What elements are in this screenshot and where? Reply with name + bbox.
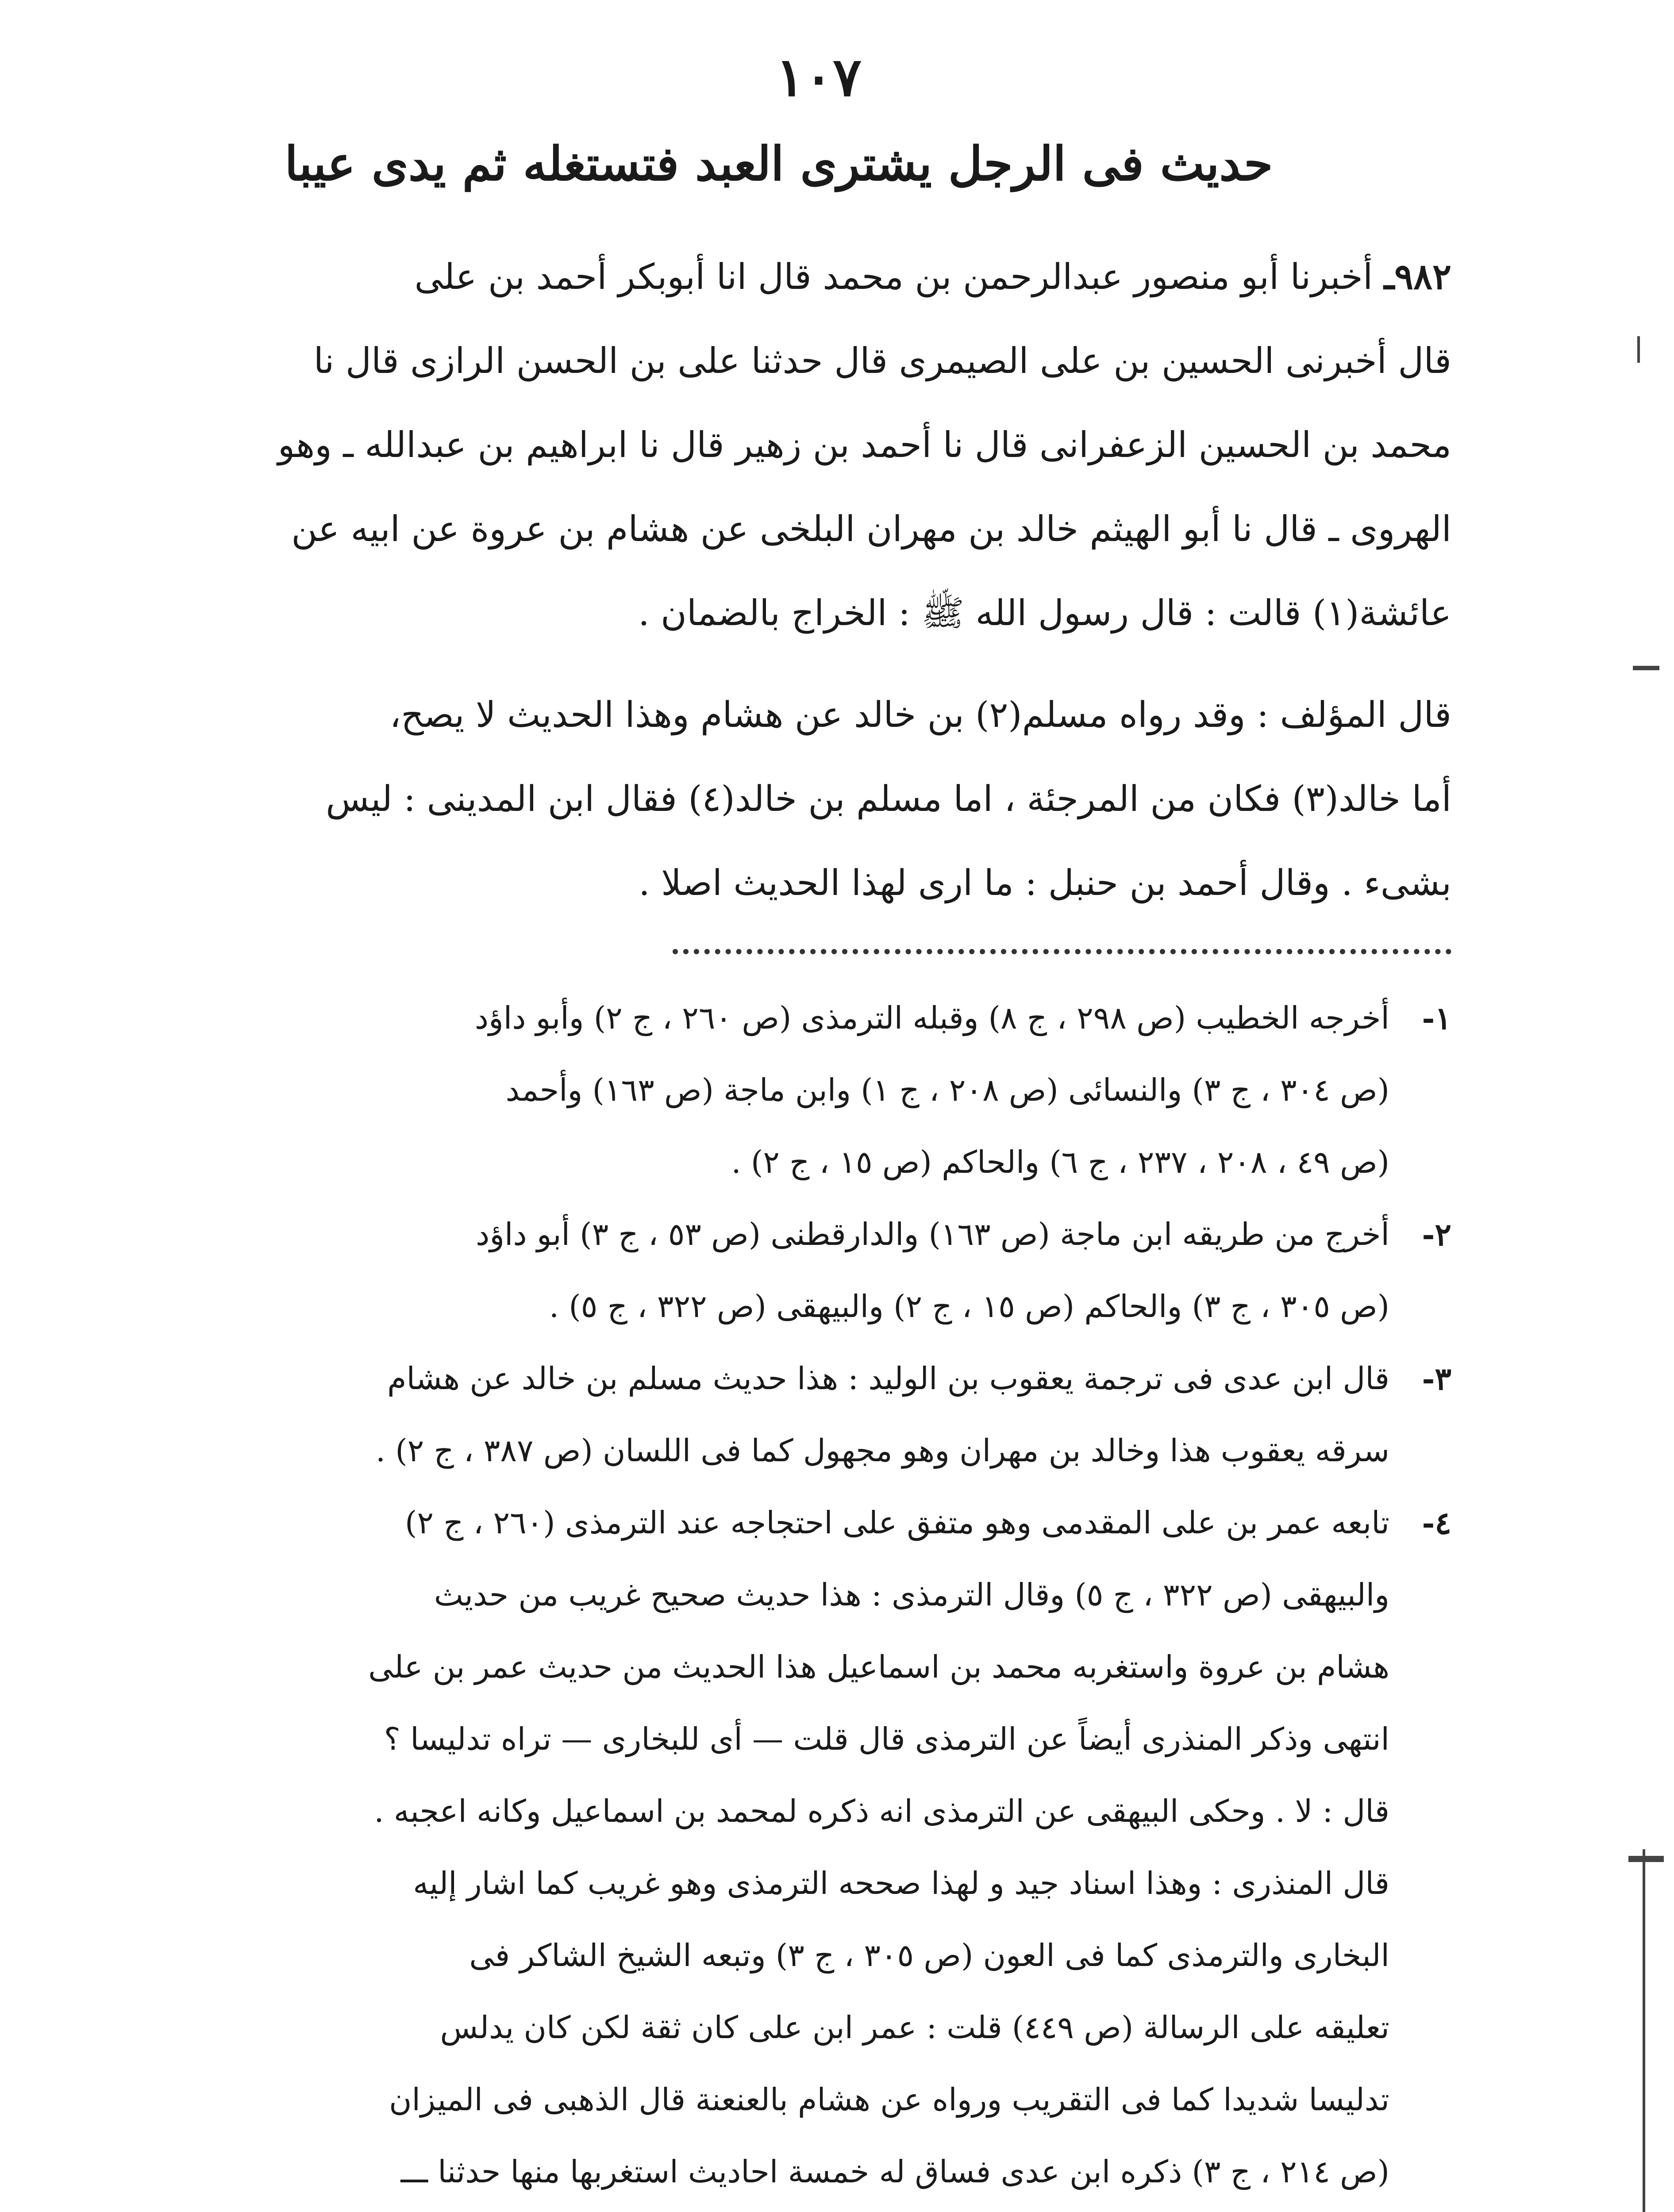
footnote-line: أخرج من طريقه ابن ماجة (ص ١٦٣) والدارقطنى (ص ٥٣ ، ج ٣) أبو داؤد (476, 1216, 1389, 1252)
footnote-line: قال المنذرى : وهذا اسناد جيد و لهذا صححه الترمذى وهو غريب كما اشار إليه (413, 1865, 1389, 1901)
footnote-separator (673, 949, 1451, 954)
footnote-line: هشام بن عروة واستغربه محمد بن اسماعيل هذا الحديث من حديث عمر بن على (368, 1649, 1389, 1685)
author-note-line: بشىء . وقال أحمد بن حنبل : ما ارى لهذا الحديث اصلا . (639, 862, 1451, 903)
scan-margin-tick (1628, 1856, 1664, 1862)
footnote-line: والبيهقى (ص ٣٢٢ ، ج ٥) وقال الترمذى : هذا حديث صحيح غريب من حديث (434, 1577, 1389, 1613)
hadith-line: ٩٨٢ـ أخبرنا أبو منصور عبدالرحمن بن محمد قال انا أبوبكر أحمد بن على (414, 256, 1451, 297)
footnote-line: تدليسا شديدا كما فى التقريب ورواه عن هشام بالعنعنة قال الذهبى فى الميزان (389, 2081, 1389, 2118)
scan-margin-tick (1637, 336, 1640, 363)
footnote-line: انتهى وذكر المنذرى أيضاً عن الترمذى قال قلت — أى للبخارى — تراه تدليسا ؟ (384, 1721, 1389, 1757)
footnote-line: (ص ٤٩ ، ٢٠٨ ، ٢٣٧ ، ج ٦) والحاكم (ص ١٥ ، ج ٢) . (731, 1144, 1389, 1180)
footnote-line: أخرجه الخطيب (ص ٢٩٨ ، ج ٨) وقبله الترمذى (ص ٢٦٠ ، ج ٢) وأبو داؤد (474, 1000, 1389, 1036)
scan-margin-rule (1643, 1849, 1645, 2212)
footnote-marker: ٣- (1422, 1360, 1451, 1397)
page-number: ١٠٧ (776, 46, 862, 108)
hadith-line: محمد بن الحسين الزعفرانى قال نا أحمد بن زهير قال نا ابراهيم بن عبدالله ـ وهو (277, 424, 1451, 465)
footnote-marker: ١- (1422, 1000, 1451, 1037)
chapter-heading: حديث فى الرجل يشترى العبد فتستغله ثم يدى عيبا (285, 136, 1273, 191)
author-note-line: قال المؤلف : وقد رواه مسلم(٢) بن خالد عن هشام وهذا الحديث لا يصح، (389, 694, 1451, 735)
footnote-line: (ص ٣٠٥ ، ج ٣) والحاكم (ص ١٥ ، ج ٢) والبيهقى (ص ٣٢٢ ، ج ٥) . (549, 1288, 1389, 1325)
footnote-line: قال ابن عدى فى ترجمة يعقوب بن الوليد : هذا حديث مسلم بن خالد عن هشام (387, 1360, 1389, 1397)
footnote-4 (111, 1487, 1451, 2208)
footnote-line: قال : لا . وحكى البيهقى عن الترمذى انه ذكره لمحمد بن اسماعيل وكانه اعجبه . (374, 1793, 1389, 1829)
footnote-line: سرقه يعقوب هذا وخالد بن مهران وهو مجهول كما فى اللسان (ص ٣٨٧ ، ج ٢) . (375, 1432, 1389, 1469)
footnote-3 (111, 1343, 1451, 1487)
footnote-line: تابعه عمر بن على المقدمى وهو متفق على احتجاجه عند الترمذى (٢٦٠ ، ج ٢) (405, 1505, 1389, 1541)
footnote-line: تعليقه على الرسالة (ص ٤٤٩) قلت : عمر ابن على كان ثقة لكن كان يدلس (440, 2009, 1389, 2046)
hadith-body (111, 234, 1451, 925)
footnote-1 (111, 982, 1451, 1198)
hadith-line: قال أخبرنى الحسين بن على الصيمرى قال حدثنا على بن الحسن الرازى قال نا (313, 340, 1451, 381)
footnote-marker: ٤- (1422, 1505, 1451, 1541)
footnote-line: (ص ٣٠٤ ، ج ٣) والنسائى (ص ٢٠٨ ، ج ١) وابن ماجة (ص ١٦٣) وأحمد (505, 1072, 1389, 1108)
author-note-line: أما خالد(٣) فكان من المرجئة ، اما مسلم بن خالد(٤) فقال ابن المدينى : ليس (326, 778, 1451, 819)
footnote-marker: ٢- (1422, 1216, 1451, 1253)
footnotes (111, 982, 1451, 2208)
footnote-line: (ص ٢١٤ ، ج ٣) ذكره ابن عدى فساق له خمسة احاديث استغربها منها حدثنا ـــ (400, 2154, 1389, 2190)
hadith-line: الهروى ـ قال نا أبو الهيثم خالد بن مهران البلخى عن هشام بن عروة عن ابيه عن (291, 508, 1451, 549)
hadith-line: عائشة(١) قالت : قال رسول الله ﷺ : الخراج بالضمان . (638, 592, 1451, 634)
footnote-2 (111, 1198, 1451, 1343)
scan-margin-tick (1633, 666, 1659, 670)
hadith-number: ٩٨٢ـ (1384, 256, 1451, 297)
footnote-line: البخارى والترمذى كما فى العون (ص ٣٠٥ ، ج ٣) وتبعه الشيخ الشاكر فى (469, 1937, 1389, 1974)
